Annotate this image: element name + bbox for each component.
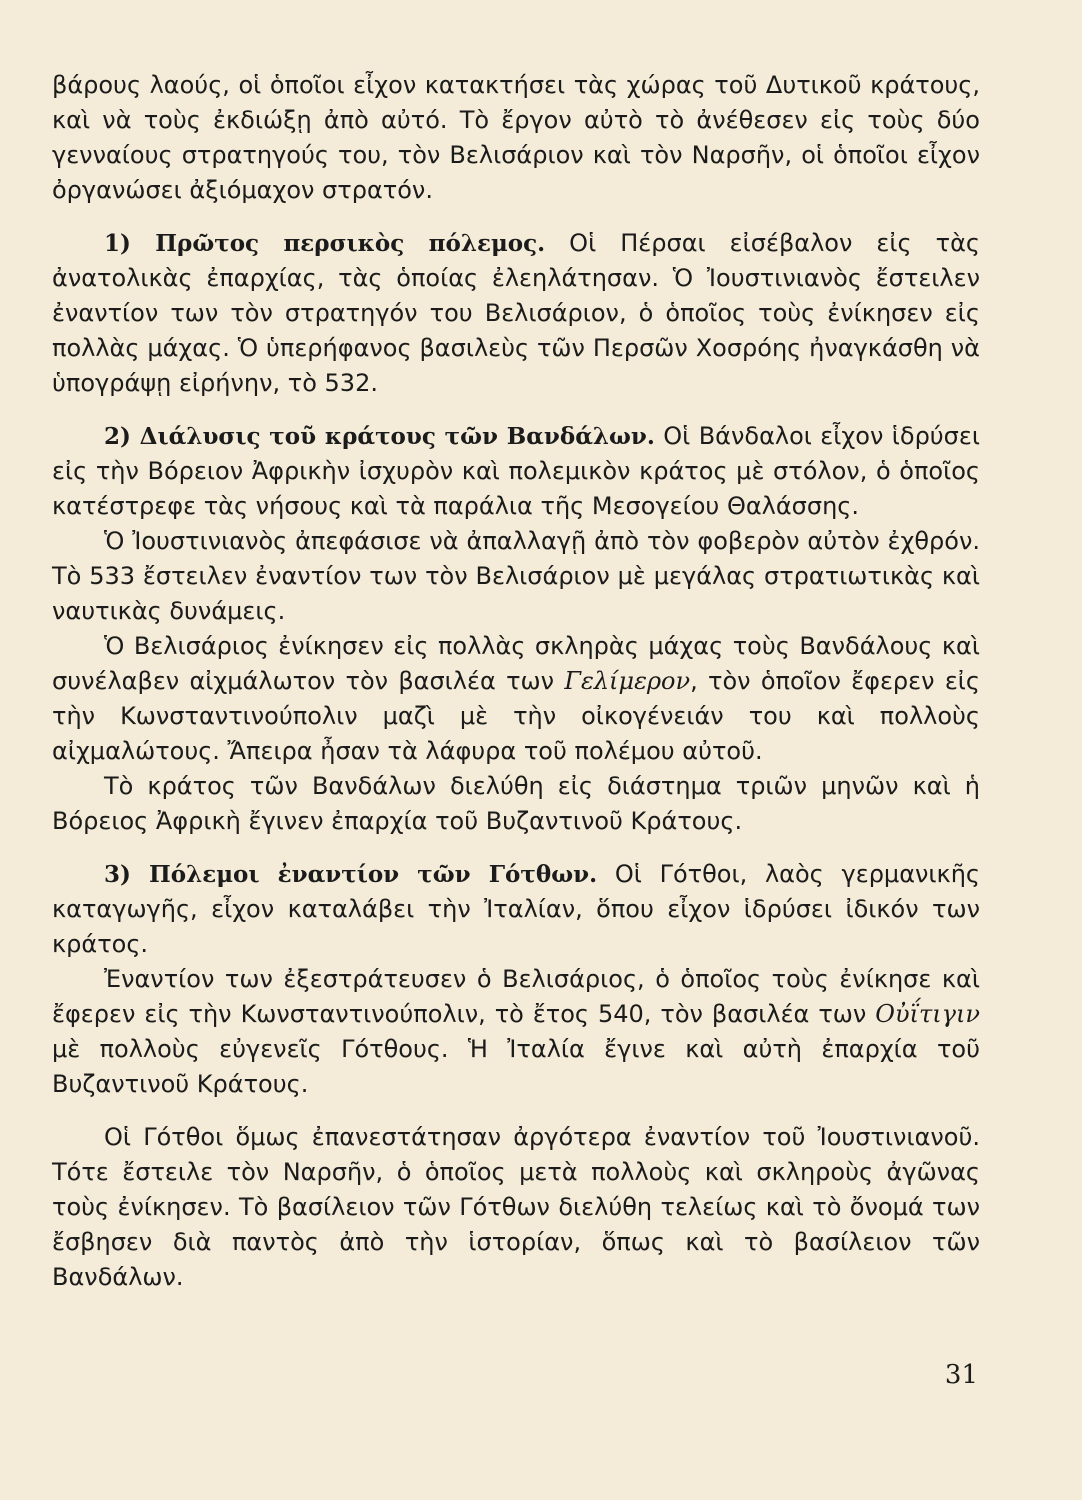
intro-paragraph: βάρους λαούς, οἱ ὁποῖοι εἶχον κατακτήσει τὰς χώρας τοῦ Δυτικοῦ κράτους, καὶ νὰ τοὺς ἐκδιώξῃ ἀπὸ αὐτό. Τὸ ἔργον αὐτὸ τὸ ἀνέθεσεν εἰς τοὺς δύο γενναίους στρατηγούς του, τὸν Βελισάριον καὶ τὸν Ναρσῆν, οἱ ὁποῖοι εἶχον ὀργανώσει ἀξιόμαχον στρατόν. xyxy=(52,71,980,204)
section-3-paragraph-2 xyxy=(52,962,980,1102)
king-name-gelimer: Γελίμερον xyxy=(564,667,691,695)
section-2-paragraph-3 xyxy=(52,629,980,769)
section-2-p3-text-a: Ὁ Βελισάριος ἐνίκησεν εἰς πολλὰς σκληρὰς μάχας τοὺς Βανδάλους καὶ συνέλαβεν αἰχμάλωτον τὸν βασιλέα των xyxy=(52,632,980,695)
section-2-paragraph xyxy=(52,419,980,524)
section-1-text: Οἱ Πέρσαι εἰσέβαλον εἰς τὰς ἀνατολικὰς ἐπαρχίας, τὰς ὁποίας ἐλεηλάτησαν. Ὁ Ἰουστινιανὸς ἔστειλεν ἐναντίον των τὸν στρατηγόν του Βελισάριον, ὁ ὁποῖος τοὺς ἐνίκησεν εἰς πολλὰς μάχας. Ὁ ὑπερήφανος βασιλεὺς τῶν Περσῶν Χοσρόης ἠναγκάσθη νὰ ὑπογράψῃ εἰρήνην, τὸ 532. xyxy=(52,229,980,397)
section-2-p3-text-b: , τὸν ὁποῖον ἔφερεν εἰς τὴν Κωνσταντινούπολιν μαζὶ μὲ τὴν οἰκογένειάν του καὶ πολλοὺς αἰχμαλώτους. Ἄπειρα ἦσαν τὰ λάφυρα τοῦ πολέμου αὐτοῦ. xyxy=(52,667,980,765)
section-1-paragraph xyxy=(52,226,980,401)
section-3-paragraph xyxy=(52,857,980,962)
section-3-paragraph-3: Οἱ Γότθοι ὅμως ἐπανεστάτησαν ἀργότερα ἐναντίον τοῦ Ἰουστινιανοῦ. Τότε ἔστειλε τὸν Ναρσῆν, ὁ ὁποῖος μετὰ πολλοὺς καὶ σκληροὺς ἀγῶνας τοὺς ἐνίκησεν. Τὸ βασίλειον τῶν Γότθων διελύθη τελείως καὶ τὸ ὄνομά των ἔσβησεν διὰ παντὸς ἀπὸ τὴν ἱστορίαν, ὅπως καὶ τὸ βασίλειον τῶν Βανδάλων. xyxy=(52,1123,980,1291)
section-3-text: Οἱ Γότθοι, λαὸς γερμανικῆς καταγωγῆς, εἶχον καταλάβει τὴν Ἰταλίαν, ὅπου εἶχον ἱδρύσει ἰδικόν των κράτος. xyxy=(52,860,980,958)
section-1-heading: 1) Πρῶτος περσικὸς πόλεμος. xyxy=(104,230,546,257)
king-name-vitiges: Οὐΐτιγιν xyxy=(875,1000,980,1028)
section-2-paragraph-2: Ὁ Ἰουστινιανὸς ἀπεφάσισε νὰ ἀπαλλαγῇ ἀπὸ τὸν φοβερὸν αὐτὸν ἐχθρόν. Τὸ 533 ἔστειλεν ἐναντίον των τὸν Βελισάριον μὲ μεγάλας στρατιωτικὰς καὶ ναυτικὰς δυνάμεις. xyxy=(52,527,980,625)
page-body xyxy=(52,68,980,1418)
section-3-p2-text-b: μὲ πολλοὺς εὐγενεῖς Γότθους. Ἡ Ἰταλία ἔγινε καὶ αὐτὴ ἐπαρχία τοῦ Βυζαντινοῦ Κράτους. xyxy=(52,1035,980,1098)
section-3-p2-text-a: Ἐναντίον των ἐξεστράτευσεν ὁ Βελισάριος, ὁ ὁποῖος τοὺς ἐνίκησε καὶ ἔφερεν εἰς τὴν Κωνσταντινούπολιν, τὸ ἔτος 540, τὸν βασιλέα των xyxy=(52,965,980,1028)
page-number: 31 xyxy=(944,1360,978,1390)
section-2-heading: 2) Διάλυσις τοῦ κράτους τῶν Βανδάλων. xyxy=(104,423,655,450)
section-2-paragraph-4: Τὸ κράτος τῶν Βανδάλων διελύθη εἰς διάστημα τριῶν μηνῶν καὶ ἡ Βόρειος Ἀφρικὴ ἔγινεν ἐπαρχία τοῦ Βυζαντινοῦ Κράτους. xyxy=(52,772,980,835)
section-2-text: Οἱ Βάνδαλοι εἶχον ἱδρύσει εἰς τὴν Βόρειον Ἀφρικὴν ἰσχυρὸν καὶ πολεμικὸν κράτος μὲ στόλον, ὁ ὁποῖος κατέστρεφε τὰς νήσους καὶ τὰ παράλια τῆς Μεσογείου Θαλάσσης. xyxy=(52,422,980,520)
section-3-heading: 3) Πόλεμοι ἐναντίον τῶν Γότθων. xyxy=(104,861,598,888)
